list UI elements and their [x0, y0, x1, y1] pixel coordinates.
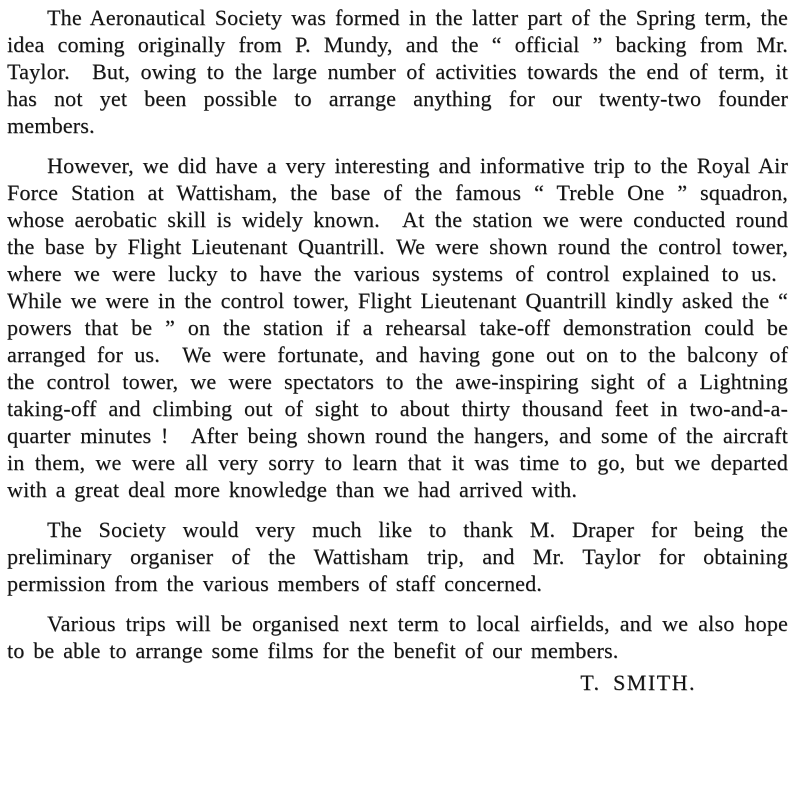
article-paragraph: The Aeronautical Society was formed in the latter part of the Spring term, the idea coming originally from P. Mundy, and the “ official ” backing from Mr. Taylor. But, owing to the large number of activities towards the end of term, it has not yet been possible to arrange anything for our twenty-two founder members. [7, 5, 788, 138]
article-body [7, 4, 788, 664]
article-paragraph: Various trips will be organised next term to local airfields, and we also hope to be able to arrange some films for the benefit of our members. [7, 611, 788, 663]
article-paragraph: The Society would very much like to thank M. Draper for being the preliminary organiser of the Wattisham trip, and Mr. Taylor for obtaining permission from the various members of staff concerned. [7, 517, 788, 596]
author-signature: T. SMITH. [580, 670, 696, 695]
article-paragraph: However, we did have a very interesting and informative trip to the Royal Air Force Station at Wattisham, the base of the famous “ Treble One ” squadron, whose aerobatic skill is widely known. At the station we were conducted round the base by Flight Lieutenant Quantrill. We were shown round the control tower, where we were lucky to have the various systems of control explained to us. While we were in the control tower, Flight Lieutenant Quantrill kindly asked the “ powers that be ” on the station if a rehearsal take-off demonstration could be arranged for us. We were fortunate, and having gone out on to the balcony of the control tower, we were spectators to the awe-inspiring sight of a Lightning taking-off and climbing out of sight to about thirty thousand feet in two-and-a-quarter minutes ! After being shown round the hangers, and some of the aircraft in them, we were all very sorry to learn that it was time to go, but we departed with a great deal more knowledge than we had arrived with. [7, 153, 788, 502]
